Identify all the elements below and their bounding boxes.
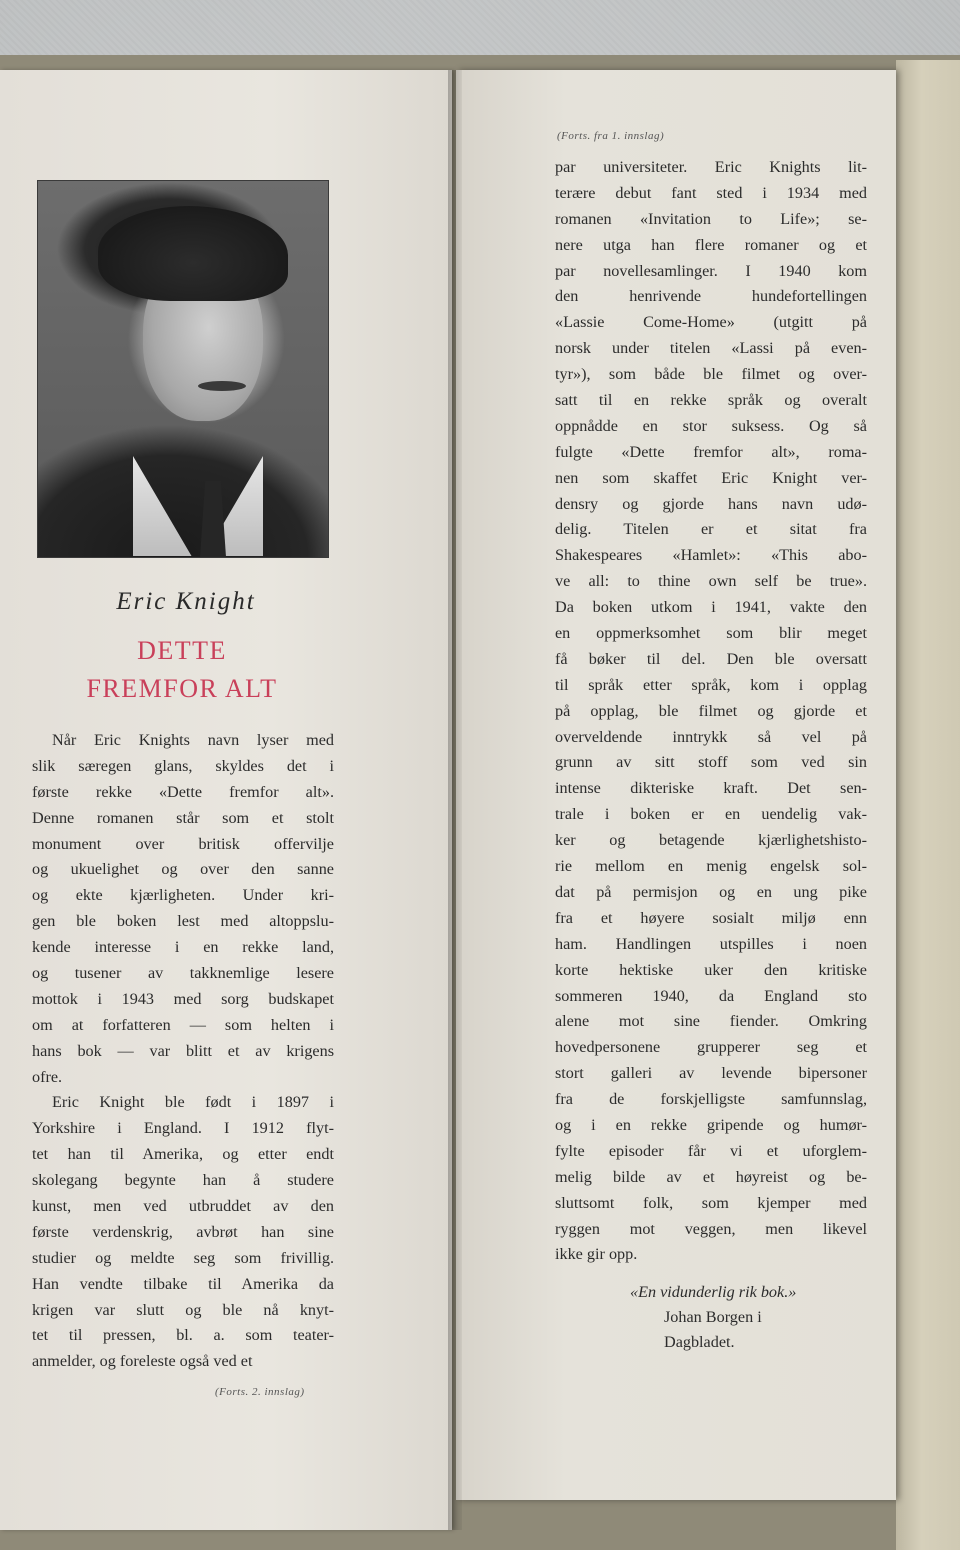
left-blurb-text xyxy=(32,728,334,1375)
text-line: hans bok — var blitt et av krigens xyxy=(32,1041,334,1060)
text-line: grunn av sitt stoff som ved sin xyxy=(555,753,867,772)
text-line: stort galleri av levende bipersoner xyxy=(555,1064,867,1083)
author-name: Eric Knight xyxy=(116,588,256,615)
text-line: «Lassie Come-Home» (utgitt på xyxy=(555,313,867,332)
text-line: fra de forskjelligste samfunnslag, xyxy=(555,1090,867,1109)
portrait-collar xyxy=(133,456,263,556)
continued-from-note: (Forts. fra 1. innslag) xyxy=(557,130,665,142)
text-line: ikke gir opp. xyxy=(555,1245,638,1264)
text-line: til språk etter språk, kom i opplag xyxy=(555,675,867,694)
text-line: Når Eric Knights navn lyser med xyxy=(52,731,334,749)
book-title-line-2: FREMFOR ALT xyxy=(86,674,278,703)
text-line: ryggen mot veggen, men likevel xyxy=(555,1219,867,1238)
text-line: intense dikteriske kraft. Det sen- xyxy=(555,779,867,798)
text-line: ker og betagende kjærlighetshisto- xyxy=(555,831,867,850)
book-title-line-1: DETTE xyxy=(137,636,227,665)
jacket-spine-edge xyxy=(896,60,960,1550)
quote-author: Johan Borgen i xyxy=(664,1308,762,1326)
text-line: fylte episoder får vi et uforglem- xyxy=(555,1141,867,1160)
text-line: om at forfatteren — som helten i xyxy=(32,1015,334,1034)
text-line: par novellesamlinger. I 1940 kom xyxy=(555,261,867,280)
text-line: monument over britisk offervilje xyxy=(32,834,334,853)
text-line: trale i boken er en uendelig vak- xyxy=(555,805,867,824)
author-portrait xyxy=(37,180,329,558)
text-line: slik særegen glans, skyldes det i xyxy=(32,756,334,775)
continued-note: (Forts. 2. innslag) xyxy=(215,1386,305,1398)
quote-text: «En vidunderlig rik bok.» xyxy=(630,1283,797,1301)
text-line: første verdenskrig, avbrøt han sine xyxy=(32,1222,334,1241)
text-line: krigen var slutt og ble nå knyt- xyxy=(32,1300,334,1319)
text-line: få bøker til del. Den ble oversatt xyxy=(555,649,867,668)
text-line: og ukuelighet og over den sanne xyxy=(32,860,334,879)
text-line: den henrivende hundefortellingen xyxy=(555,287,867,306)
text-line: Yorkshire i England. I 1912 flyt- xyxy=(32,1119,334,1138)
text-line: nere utga han flere romaner og et xyxy=(555,235,867,254)
text-line: ve all: to thine own self be true». xyxy=(555,572,867,591)
text-line: terære debut fant sted i 1934 med xyxy=(555,183,867,202)
text-line: sommeren 1940, da England sto xyxy=(555,986,867,1005)
text-line: tet til pressen, bl. a. som teater- xyxy=(32,1326,334,1345)
text-line: Shakespeares «Hamlet»: «This abo- xyxy=(555,546,867,565)
text-line: Han vendte tilbake til Amerika da xyxy=(32,1274,334,1293)
text-line: kende interesse i en rekke land, xyxy=(32,938,334,957)
text-line: hovedpersonene grupperer seg et xyxy=(555,1038,867,1057)
text-line: dat på permisjon og en ung pike xyxy=(555,882,867,901)
text-line: og tusener av takknemlige lesere xyxy=(32,964,334,983)
text-line: ofre. xyxy=(32,1067,63,1086)
text-line: korte hektiske uker den kritiske xyxy=(555,960,867,979)
text-line: tet han til Amerika, og etter endt xyxy=(32,1145,334,1164)
text-line: anmelder, og foreleste også ved et xyxy=(32,1352,253,1371)
text-line: norsk under titelen «Lassi på even- xyxy=(555,339,867,358)
fold-shadow xyxy=(448,70,462,1530)
text-line: oppnådde en stor suksess. Og så xyxy=(555,416,867,435)
text-line: gen ble boken lest med altoppslu- xyxy=(32,912,334,931)
review-quote xyxy=(630,1280,880,1355)
text-line: studier og meldte seg som frivillig. xyxy=(32,1248,334,1267)
text-line: og ekte kjærligheten. Under kri- xyxy=(32,886,334,905)
text-line: sluttsomt folk, som kjemper med xyxy=(555,1193,867,1212)
text-line: første rekke «Dette fremfor alt». xyxy=(32,782,334,801)
text-line: tyr»), som både ble filmet og over- xyxy=(555,365,867,384)
text-line: fra et høyere sosialt miljø enn xyxy=(555,908,867,927)
portrait-mustache xyxy=(198,381,246,391)
text-line: Da boken utkom i 1941, vakte den xyxy=(555,598,867,617)
text-line: overveldende inntrykk så vel på xyxy=(555,727,867,746)
text-line: en oppmerksomhet som blir meget xyxy=(555,624,867,643)
portrait-tie xyxy=(200,481,226,557)
text-line: skolegang begynte han å studere xyxy=(32,1171,334,1190)
text-line: ham. Handlingen utspilles i noen xyxy=(555,934,867,953)
portrait-hair xyxy=(98,206,288,301)
text-line: kunst, men ved utbruddet av den xyxy=(32,1197,334,1216)
text-line: melig bilde av et høyreist og be- xyxy=(555,1167,867,1186)
text-line: alene mot sine fiender. Omkring xyxy=(555,1012,867,1031)
text-line: og i en rekke gripende og humør- xyxy=(555,1115,867,1134)
text-line: Eric Knight ble født i 1897 i xyxy=(52,1093,334,1112)
quote-source: Dagbladet. xyxy=(664,1333,735,1351)
text-line: densry og gjorde hans navn udø- xyxy=(555,494,867,513)
text-line: på opplag, ble filmet og gjorde et xyxy=(555,701,867,720)
text-line: nen som skaffet Eric Knight ver- xyxy=(555,468,867,487)
text-line: Denne romanen står som et stolt xyxy=(32,808,334,827)
text-line: satt til en rekke språk og overalt xyxy=(555,391,867,410)
text-line: mottok i 1943 med sorg budskapet xyxy=(32,989,334,1008)
text-line: delig. Titelen er et sitat fra xyxy=(555,520,867,539)
text-line: par universiteter. Eric Knights lit- xyxy=(555,158,867,176)
text-line: romanen «Invitation to Life»; se- xyxy=(555,209,867,228)
text-line: rie mellom en menig engelsk sol- xyxy=(555,857,867,876)
right-blurb-text xyxy=(555,155,867,1268)
text-line: fulgte «Dette fremfor alt», roma- xyxy=(555,442,867,461)
